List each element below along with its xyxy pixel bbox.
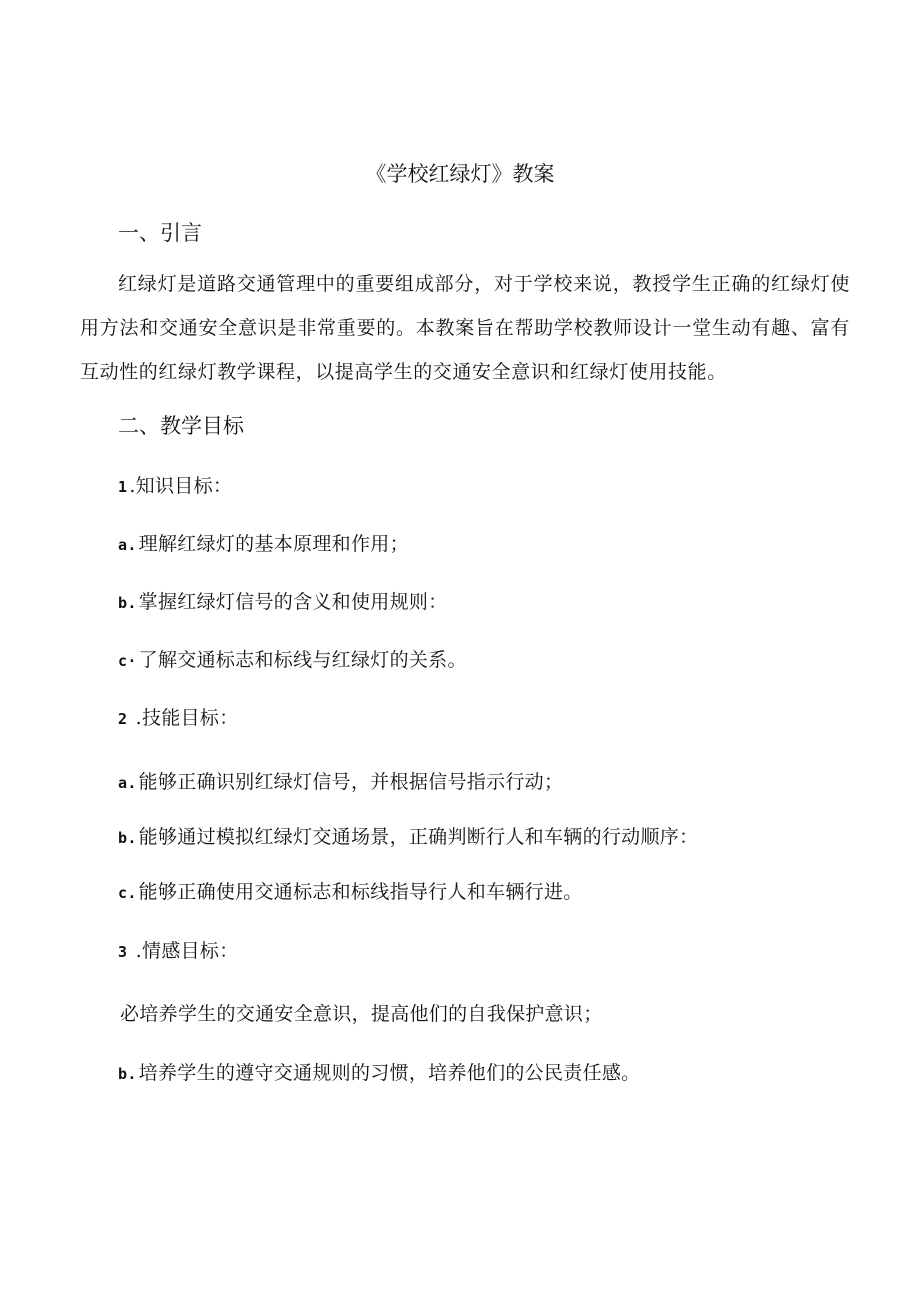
item-text: 理解红绿灯的基本原理和作用； (138, 533, 409, 555)
objective-group-skills (118, 703, 239, 730)
section-heading-objectives: 二、教学目标 (118, 414, 244, 438)
group-label: .知识目标： (129, 475, 233, 497)
item-text: 掌握红绿灯信号的含义和使用规则： (138, 591, 448, 613)
list-item (118, 1058, 640, 1085)
item-marker: b. (118, 829, 137, 847)
list-item (118, 587, 447, 614)
item-text: 必培养学生的交通安全意识，提高他们的自我保护意识； (120, 1003, 603, 1025)
list-item (118, 529, 409, 556)
item-marker: c. (118, 884, 137, 902)
document-title: 《学校红绿灯》教案 (365, 162, 555, 186)
item-marker: c· (118, 652, 137, 670)
section-heading-introduction: 一、引言 (118, 221, 202, 245)
group-number: 3 (118, 943, 128, 961)
item-marker: a. (118, 774, 137, 792)
list-item (118, 822, 698, 849)
item-text: 能够正确使用交通标志和标线指导行人和车辆行进。 (138, 881, 583, 903)
list-item (118, 767, 563, 794)
group-label: .情感目标： (129, 940, 239, 962)
item-marker: b. (118, 594, 137, 612)
list-item (118, 645, 467, 672)
item-text: 了解交通标志和标线与红绿灯的关系。 (138, 649, 467, 671)
introduction-paragraph: 红绿灯是道路交通管理中的重要组成部分，对于学校来说，教授学生正确的红绿灯使用方法和交通安全意识是非常重要的。本教案旨在帮助学校教师设计一堂生动有趣、富有互动性的红绿灯教学课程，以提高学生的交通安全意识和红绿灯使用技能。 (80, 273, 850, 383)
item-text: 培养学生的遵守交通规则的习惯，培养他们的公民责任感。 (138, 1062, 641, 1084)
item-text: 能够通过模拟红绿灯交通场景，正确判断行人和车辆的行动顺序： (138, 826, 699, 848)
list-item (118, 999, 603, 1026)
list-item (118, 877, 583, 904)
item-text: 能够正确识别红绿灯信号，并根据信号指示行动； (138, 771, 564, 793)
group-number: 2 (118, 710, 128, 728)
group-number: 1 (118, 478, 128, 496)
objective-group-knowledge (118, 471, 232, 498)
objective-group-emotion (118, 936, 239, 963)
group-label: .技能目标： (129, 707, 239, 729)
item-marker: a. (118, 536, 137, 554)
item-marker: b. (118, 1065, 137, 1083)
